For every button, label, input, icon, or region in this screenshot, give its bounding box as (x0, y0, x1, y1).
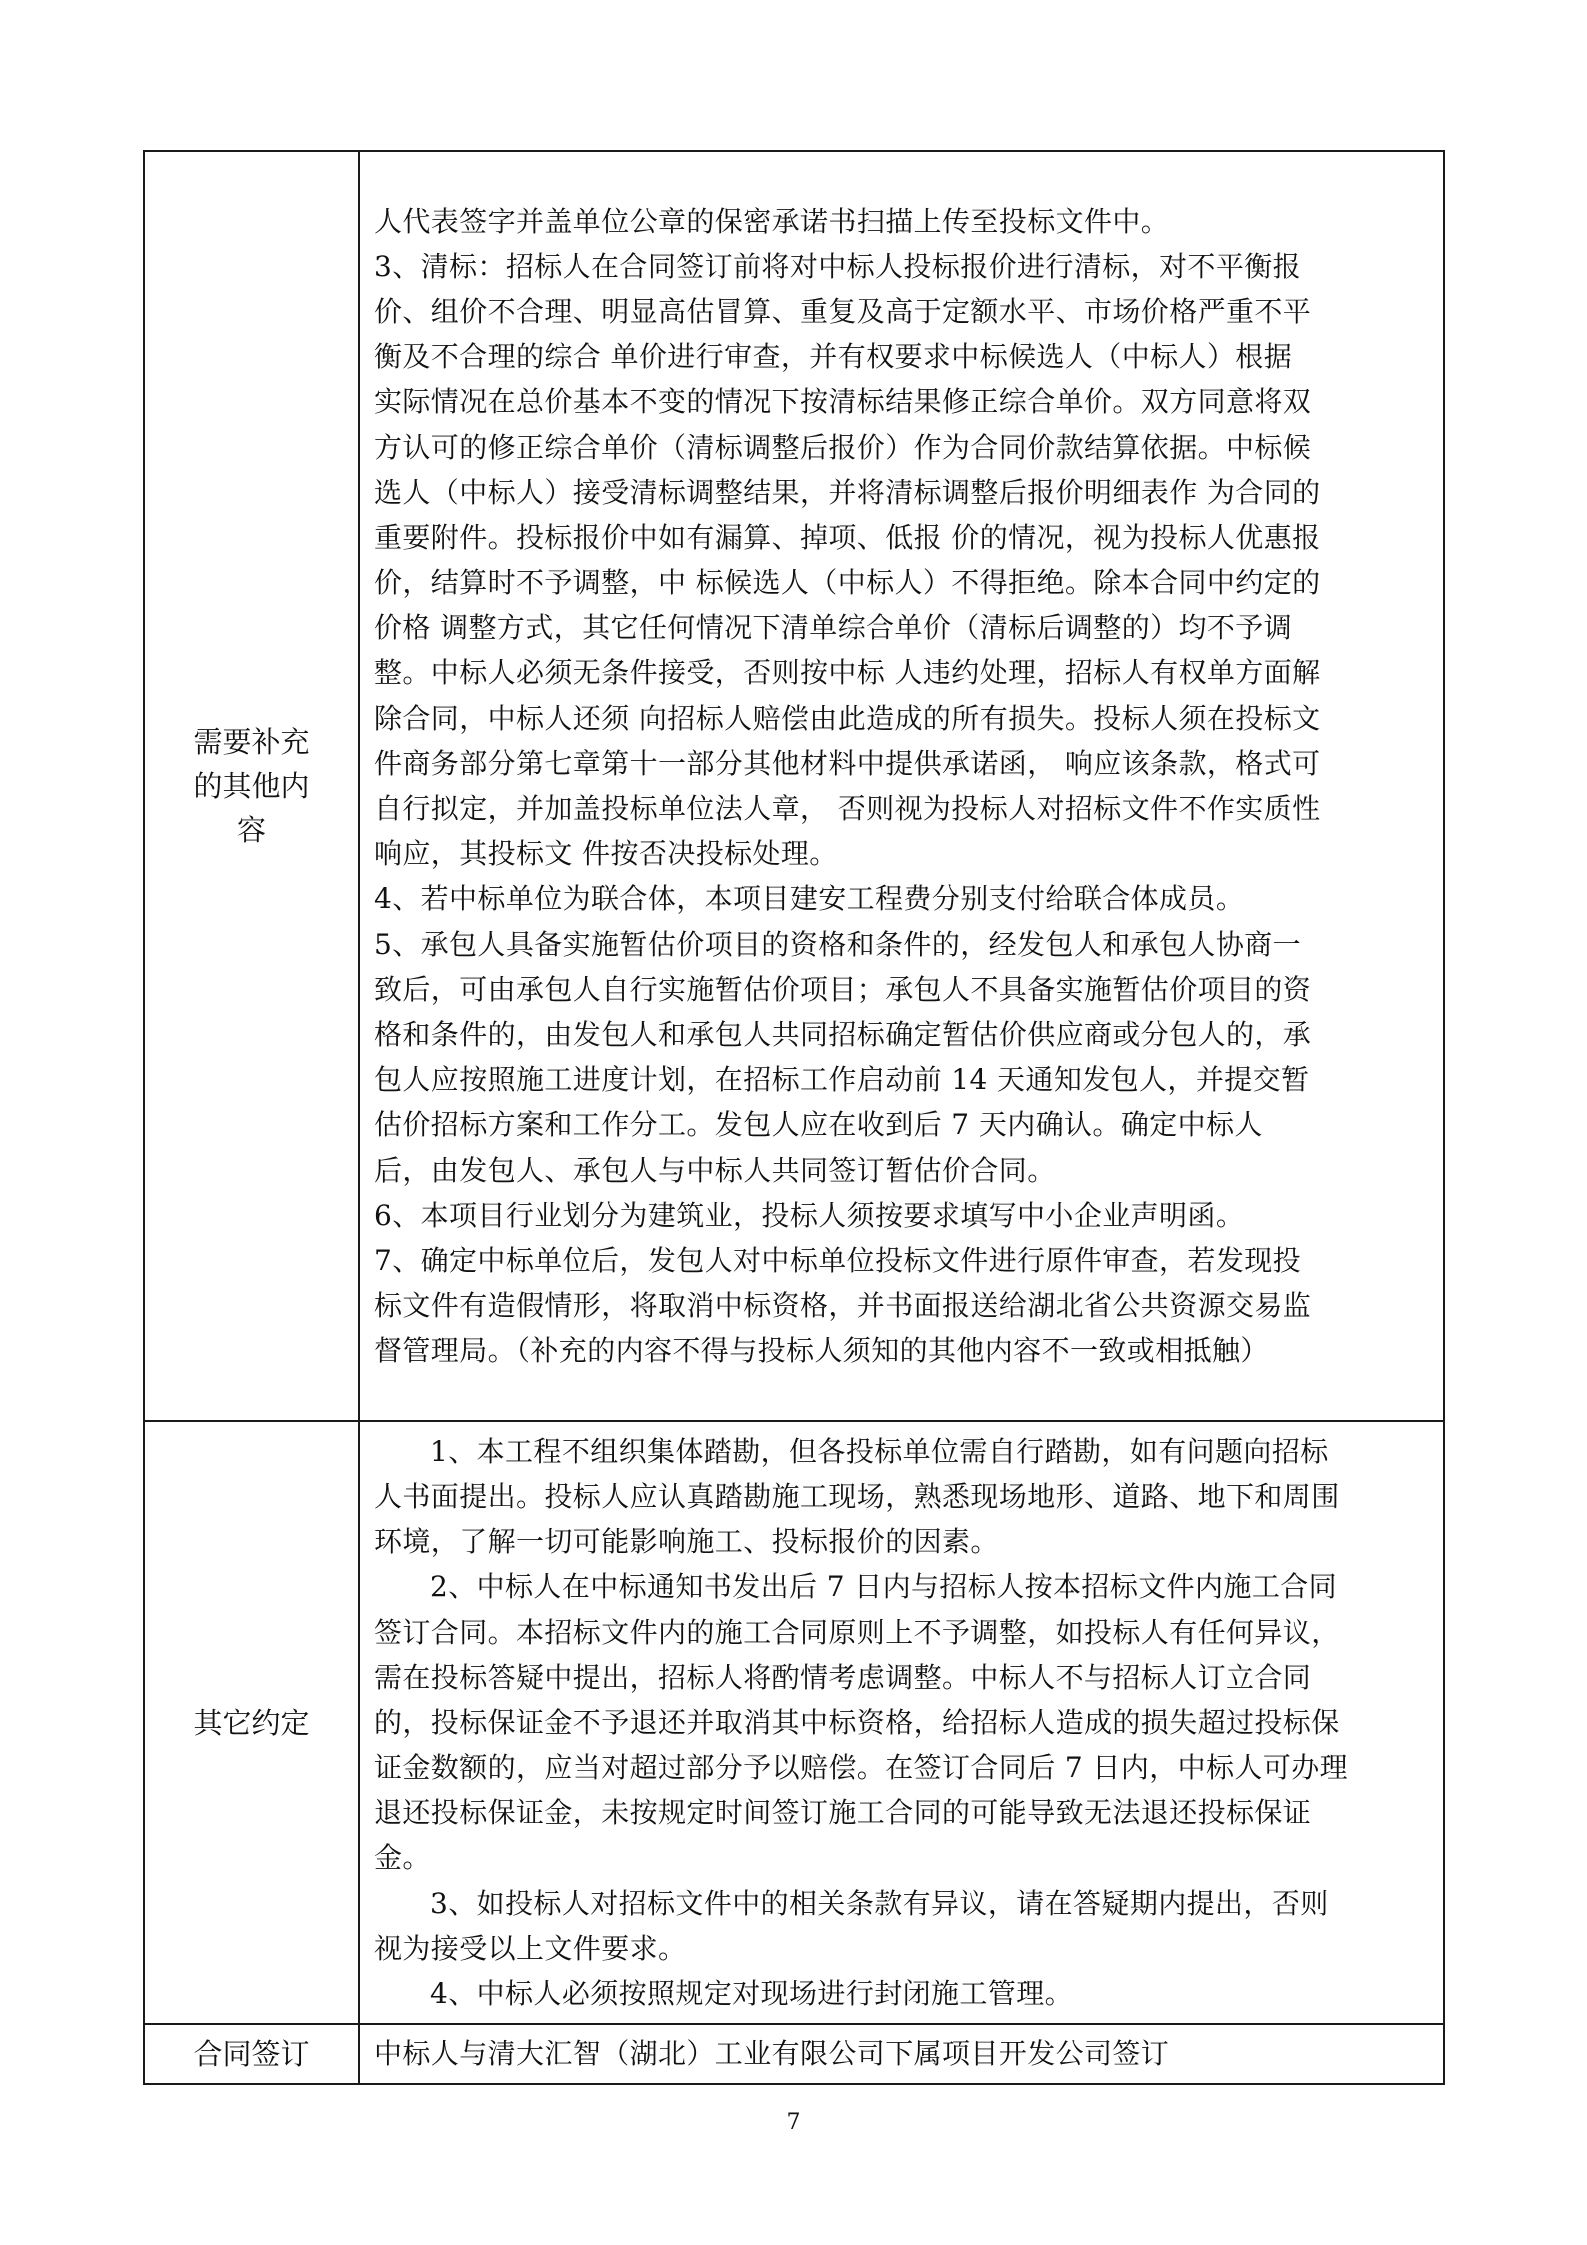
text-line: 衡及不合理的综合 单价进行审查，并有权要求中标候选人（中标人）根据 (374, 340, 1293, 374)
text-line: 价格 调整方式，其它任何情况下清单综合单价（清标后调整的）均不予调 (374, 611, 1293, 645)
text-line: 人代表签字并盖单位公章的保密承诺书扫描上传至投标文件中。 (374, 204, 1170, 238)
label-line: 需要补充 (193, 725, 310, 759)
text-line: 除合同，中标人还须 向招标人赔偿由此造成的所有损失。投标人须在投标文 (374, 701, 1321, 735)
table-row-other-agreements (144, 1421, 1444, 2024)
label-other-agreements: 其它约定 (144, 1421, 359, 2024)
text-line: 督管理局。（补充的内容不得与投标人须知的其他内容不一致或相抵触） (374, 1334, 1269, 1368)
text-line: 6、本项目行业划分为建筑业，投标人须按要求填写中小企业声明函。 (374, 1198, 1245, 1232)
text-line: 金。 (374, 1841, 431, 1875)
bid-info-table (143, 150, 1445, 2085)
text-line: 人书面提出。投标人应认真踏勘施工现场，熟悉现场地形、道路、地下和周围 (374, 1479, 1340, 1513)
text-line: 包人应按照施工进度计划，在招标工作启动前 14 天通知发包人，并提交暂 (374, 1063, 1310, 1097)
label-line: 容 (236, 813, 266, 847)
text-line: 7、确定中标单位后，发包人对中标单位投标文件进行原件审查，若发现投 (374, 1243, 1302, 1277)
text-line: 价，结算时不予调整，中 标候选人（中标人）不得拒绝。除本合同中约定的 (374, 566, 1321, 600)
contract-signing-text: 中标人与清大汇智（湖北）工业有限公司下属项目开发公司签订 (374, 2037, 1170, 2070)
text-line: 退还投标保证金，未按规定时间签订施工合同的可能导致无法退还投标保证 (374, 1796, 1312, 1830)
text-line: 重要附件。投标报价中如有漏算、掉项、低报 价的情况，视为投标人优惠报 (374, 520, 1321, 554)
text-line: 选人（中标人）接受清标调整结果，并将清标调整后报价明细表作 为合同的 (374, 475, 1321, 509)
text-line: 签订合同。本招标文件内的施工合同原则上不予调整，如投标人有任何异议， (374, 1615, 1340, 1649)
text-line: 件商务部分第七章第十一部分其他材料中提供承诺函， 响应该条款，格式可 (374, 746, 1321, 780)
label-line: 的其他内 (193, 769, 310, 803)
text-line: 2、中标人在中标通知书发出后 7 日内与招标人按本招标文件内施工合同 (430, 1570, 1338, 1604)
text-line: 价、组价不合理、明显高估冒算、重复及高于定额水平、市场价格严重不平 (374, 294, 1312, 328)
text-line: 自行拟定，并加盖投标单位法人章， 否则视为投标人对招标文件不作实质性 (374, 792, 1321, 825)
text-line: 响应，其投标文 件按否决投标处理。 (374, 837, 838, 871)
text-line: 证金数额的，应当对超过部分予以赔偿。在签订合同后 7 日内，中标人可办理 (374, 1751, 1349, 1785)
text-line: 5、承包人具备实施暂估价项目的资格和条件的，经发包人和承包人协商一 (374, 927, 1302, 961)
page-number: 7 (786, 2110, 801, 2135)
table-row-contract-signing (144, 2024, 1444, 2084)
text-line: 视为接受以上文件要求。 (374, 1931, 687, 1965)
text-line: 环境，了解一切可能影响施工、投标报价的因素。 (374, 1525, 999, 1559)
text-line: 3、清标：招标人在合同签订前将对中标人投标报价进行清标，对不平衡报 (374, 249, 1302, 283)
text-line: 实际情况在总价基本不变的情况下按清标结果修正综合单价。双方同意将双 (374, 385, 1312, 419)
text-line: 整。中标人必须无条件接受，否则按中标 人违约处理，招标人有权单方面解 (374, 656, 1321, 690)
content-contract-signing (359, 2024, 1444, 2084)
text-line: 需在投标答疑中提出，招标人将酌情考虑调整。中标人不与招标人订立合同 (374, 1660, 1312, 1694)
text-line: 方认可的修正综合单价（清标调整后报价）作为合同价款结算依据。中标候 (374, 430, 1312, 464)
text-line: 的，投标保证金不予退还并取消其中标资格，给招标人造成的损失超过投标保 (374, 1705, 1340, 1739)
text-line: 1、本工程不组织集体踏勘，但各投标单位需自行踏勘，如有问题向招标 (430, 1434, 1329, 1468)
text-line: 格和条件的，由发包人和承包人共同招标确定暂估价供应商或分包人的，承 (374, 1017, 1312, 1051)
text-line: 估价招标方案和工作分工。发包人应在收到后 7 天内确认。确定中标人 (374, 1108, 1263, 1142)
text-line: 标文件有造假情形，将取消中标资格，并书面报送给湖北省公共资源交易监 (374, 1289, 1312, 1323)
label-contract-signing: 合同签订 (144, 2024, 359, 2084)
text-line: 致后，可由承包人自行实施暂估价项目；承包人不具备实施暂估价项目的资 (374, 972, 1312, 1006)
label-supplementary (144, 151, 359, 1421)
content-supplementary (359, 151, 1444, 1421)
text-line: 4、若中标单位为联合体，本项目建安工程费分别支付给联合体成员。 (374, 882, 1245, 916)
content-other-agreements (359, 1421, 1444, 2024)
text-line: 3、如投标人对招标文件中的相关条款有异议，请在答疑期内提出，否则 (430, 1886, 1329, 1920)
text-line: 4、中标人必须按照规定对现场进行封闭施工管理。 (430, 1977, 1074, 2011)
text-line: 后，由发包人、承包人与中标人共同签订暂估价合同。 (374, 1153, 1056, 1187)
table-row-supplementary (144, 151, 1444, 1421)
